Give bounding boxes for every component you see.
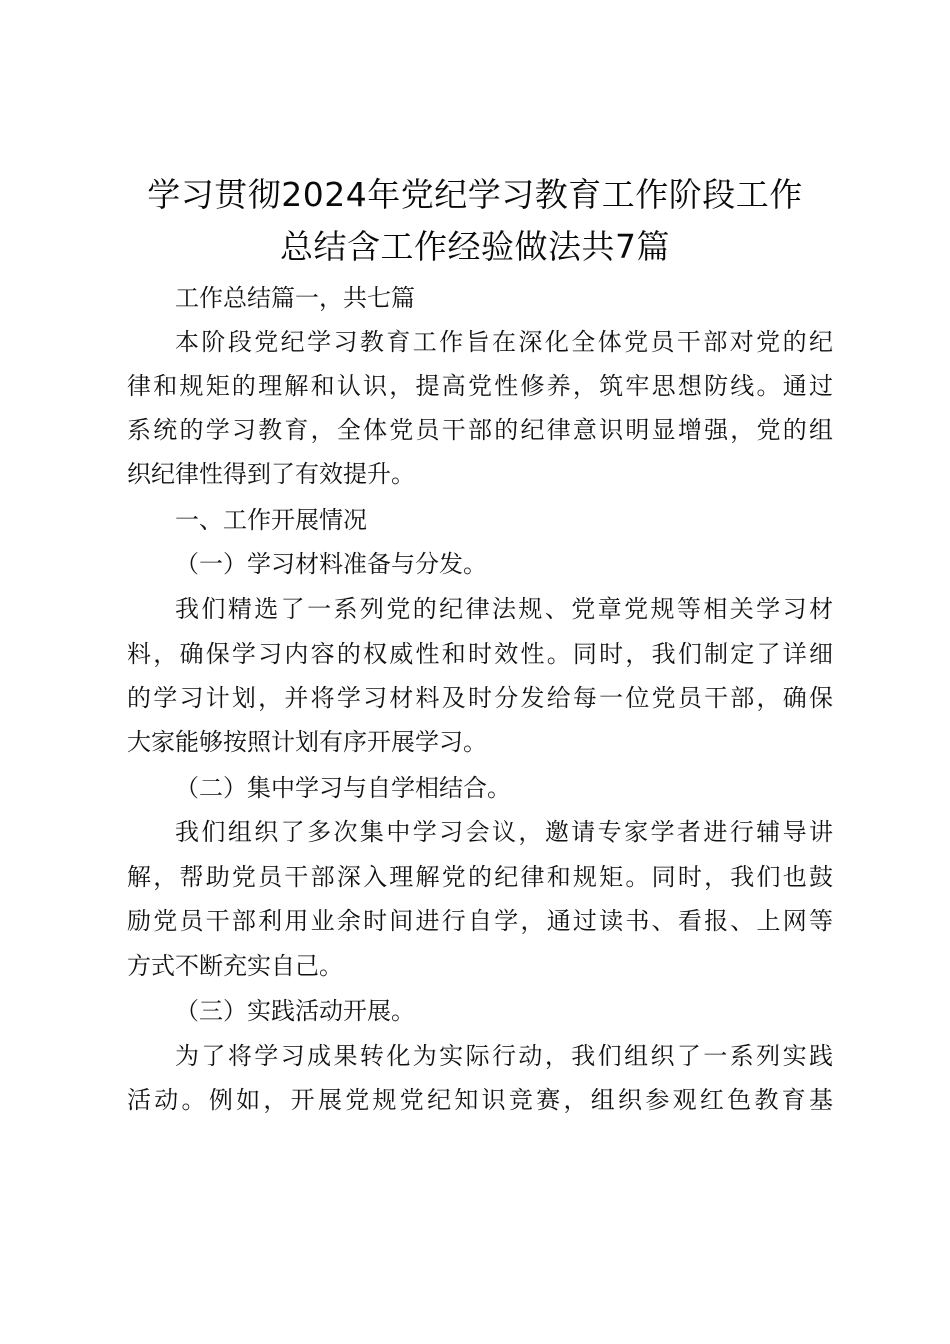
subsection-heading: （二）集中学习与自学相结合。 — [175, 774, 511, 802]
paragraph-line: 系统的学习教育，全体党员干部的纪律意识明显增强，党的组 — [127, 416, 833, 444]
paragraph-line: 织纪律性得到了有效提升。 — [127, 460, 415, 488]
section-heading: 工作总结篇一，共七篇 — [175, 284, 415, 312]
subsection-heading: （三）实践活动开展。 — [175, 997, 415, 1025]
paragraph-line: 活动。例如，开展党规党纪知识竞赛，组织参观红色教育基 — [127, 1086, 833, 1114]
subsection-heading: （一）学习材料准备与分发。 — [175, 550, 487, 578]
document-title-line-1: 学习贯彻2024年党纪学习教育工作阶段工作 — [147, 175, 803, 214]
paragraph-line: 本阶段党纪学习教育工作旨在深化全体党员干部对党的纪 — [175, 328, 833, 356]
paragraph-line: 我们组织了多次集中学习会议，邀请专家学者进行辅导讲 — [175, 818, 833, 846]
document-title-line-2: 总结含工作经验做法共7篇 — [280, 227, 670, 266]
paragraph-line: 励党员干部利用业余时间进行自学，通过读书、看报、上网等 — [127, 907, 833, 935]
paragraph-line: 我们精选了一系列党的纪律法规、党章党规等相关学习材 — [175, 595, 833, 623]
paragraph-line: 为了将学习成果转化为实际行动，我们组织了一系列实践 — [175, 1042, 833, 1070]
paragraph-line: 律和规矩的理解和认识，提高党性修养，筑牢思想防线。通过 — [127, 372, 833, 400]
paragraph-line: 方式不断充实自己。 — [127, 952, 343, 980]
paragraph-line: 的学习计划，并将学习材料及时分发给每一位党员干部，确保 — [127, 684, 833, 712]
paragraph-line: 料，确保学习内容的权威性和时效性。同时，我们制定了详细 — [127, 640, 833, 668]
paragraph-line: 解，帮助党员干部深入理解党的纪律和规矩。同时，我们也鼓 — [127, 863, 833, 891]
paragraph-line: 大家能够按照计划有序开展学习。 — [127, 728, 487, 756]
section-heading: 一、工作开展情况 — [175, 506, 367, 534]
